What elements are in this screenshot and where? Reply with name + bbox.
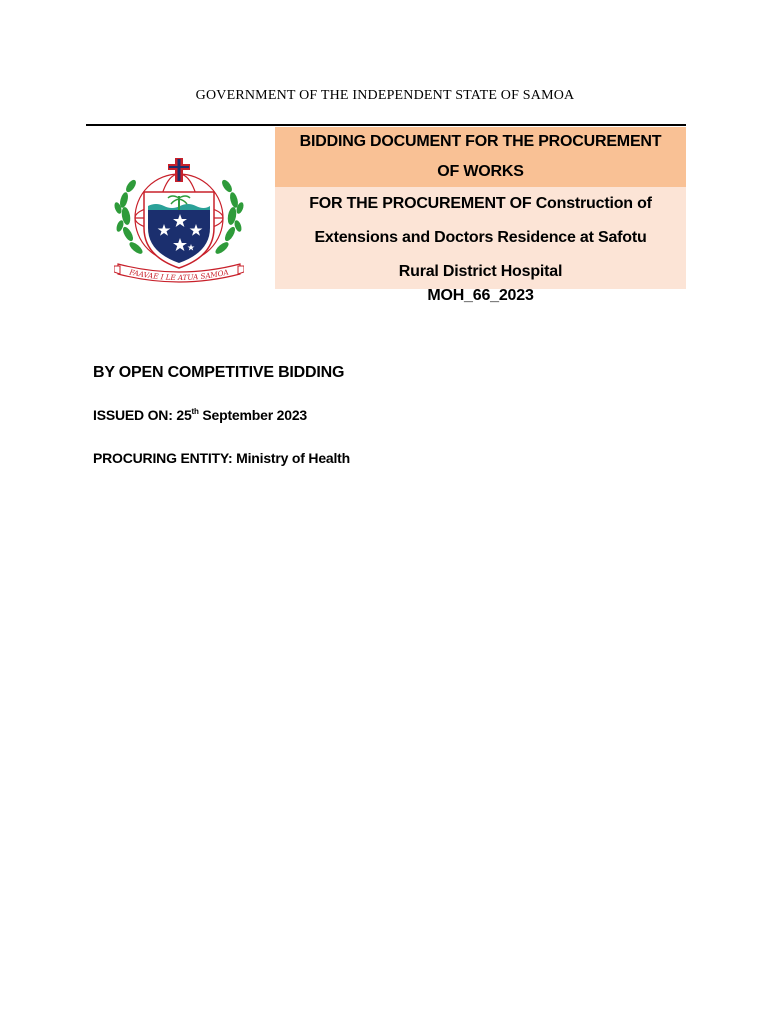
emblem-motto: FAAVAE I LE ATUA SAMOA — [128, 267, 230, 283]
title-band — [275, 127, 686, 187]
bidding-method: BY OPEN COMPETITIVE BIDDING — [93, 364, 345, 381]
issued-label: ISSUED ON: 25 — [93, 407, 192, 423]
issued-date-rest: September 2023 — [198, 407, 307, 423]
procuring-entity — [93, 450, 350, 466]
government-header: GOVERNMENT OF THE INDEPENDENT STATE OF SAMOA — [195, 88, 575, 103]
samoa-coat-of-arms-icon — [114, 156, 244, 284]
issued-ordinal: th — [191, 407, 199, 416]
reference-number: MOH_66_2023 — [427, 287, 534, 304]
entity-label: PROCURING ENTITY: — [93, 450, 237, 466]
subtitle-band — [275, 187, 686, 289]
title-line-1: BIDDING DOCUMENT FOR THE PROCUREMENT — [299, 133, 662, 150]
subtitle-line-3: Rural District Hospital — [398, 263, 563, 280]
entity-value: Ministry of Health — [236, 450, 350, 466]
document-title-block — [275, 127, 686, 289]
header-divider — [86, 124, 686, 126]
issued-date — [93, 407, 307, 423]
subtitle-line-2: Extensions and Doctors Residence at Safotu — [314, 229, 647, 246]
title-line-2: OF WORKS — [437, 163, 524, 180]
subtitle-line-1: FOR THE PROCUREMENT OF Construction of — [309, 195, 652, 212]
